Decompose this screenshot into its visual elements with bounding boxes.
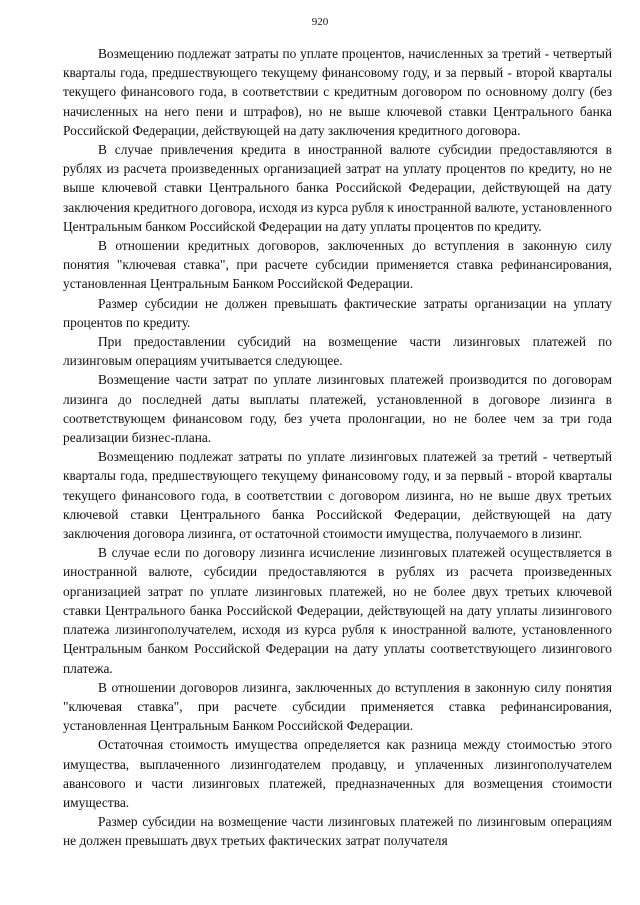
paragraph: При предоставлении субсидий на возмещение части лизинговых платежей по лизинговым операциям учитывается следующее.	[63, 334, 612, 369]
paragraph: В отношении кредитных договоров, заключенных до вступления в законную силу понятия "ключевая ставка", при расчете субсидии применяется ставка рефинансирования, установленная Центральным Банком Российской Федерации.	[63, 238, 612, 292]
paragraph: Размер субсидии на возмещение части лизинговых платежей по лизинговым операциям не должен превышать двух третьих фактических затрат получателя	[63, 814, 612, 849]
document-body	[63, 44, 612, 851]
page-number: 920	[311, 16, 329, 28]
paragraph: В случае если по договору лизинга исчисление лизинговых платежей осуществляется в иностранной валюте, субсидии предоставляются в рублях из расчета произведенных организацией затрат по уплате лизинговых платежей, но не более двух третьих ключевой ставки Центрального банка Российской Федерации, действующей на дату уплаты лизингового платежа лизингополучателем, исходя из курса рубля к иностранной валюте, установленного Центральным банком Российской Федерации на дату уплаты соответствующего лизингового платежа.	[63, 545, 612, 676]
paragraph: В отношении договоров лизинга, заключенных до вступления в законную силу понятия "ключевая ставка", при расчете субсидии применяется ставка рефинансирования, установленная Центральным Банком Российской Федерации.	[63, 679, 612, 734]
paragraph: В случае привлечения кредита в иностранной валюте субсидии предоставляются в рублях из расчета произведенных организацией затрат на уплату процентов по кредиту, но не выше ключевой ставки Центрального банка Российской Федерации, действующей на дату заключения кредитного договора, исходя из курса рубля к иностранной валюте, установленного Центральным банком Российской Федерации на дату уплаты процентов по кредиту.	[63, 142, 612, 234]
paragraph: Возмещению подлежат затраты по уплате процентов, начисленных за третий - четвертый кварталы года, предшествующего текущему финансовому году, и за первый - второй кварталы текущего финансового года, в соответствии с кредитным договором по основному долгу (без начисленных на него пени и штрафов), но не выше ключевой ставки Центрального банка Российской Федерации, действующей на дату заключения кредитного договора.	[63, 46, 612, 138]
paragraph: Возмещению подлежат затраты по уплате лизинговых платежей за третий - четвертый кварталы года, предшествующего текущему финансовому году, и за первый - второй кварталы текущего финансового года, в соответствии с договором лизинга, но не выше двух третьих ключевой ставки Центрального банка Российской Федерации, действующей на дату заключения договора лизинга, от остаточной стоимости имущества, получаемого в лизинг.	[63, 449, 612, 542]
paragraph: Размер субсидии не должен превышать фактические затраты организации на уплату процентов по кредиту.	[63, 295, 612, 330]
paragraph: Возмещение части затрат по уплате лизинговых платежей производится по договорам лизинга до последней даты выплаты платежей, установленной в договоре лизинга в соответствующем финансовом году, без учета пролонгации, но не более чем за три года реализации бизнес-плана.	[63, 372, 612, 446]
paragraph: Остаточная стоимость имущества определяется как разница между стоимостью этого имущества, выплаченного лизингодателем продавцу, и уплаченных лизингополучателем авансового и части лизинговых платежей, предназначенных для возмещения стоимости имущества.	[63, 737, 612, 810]
